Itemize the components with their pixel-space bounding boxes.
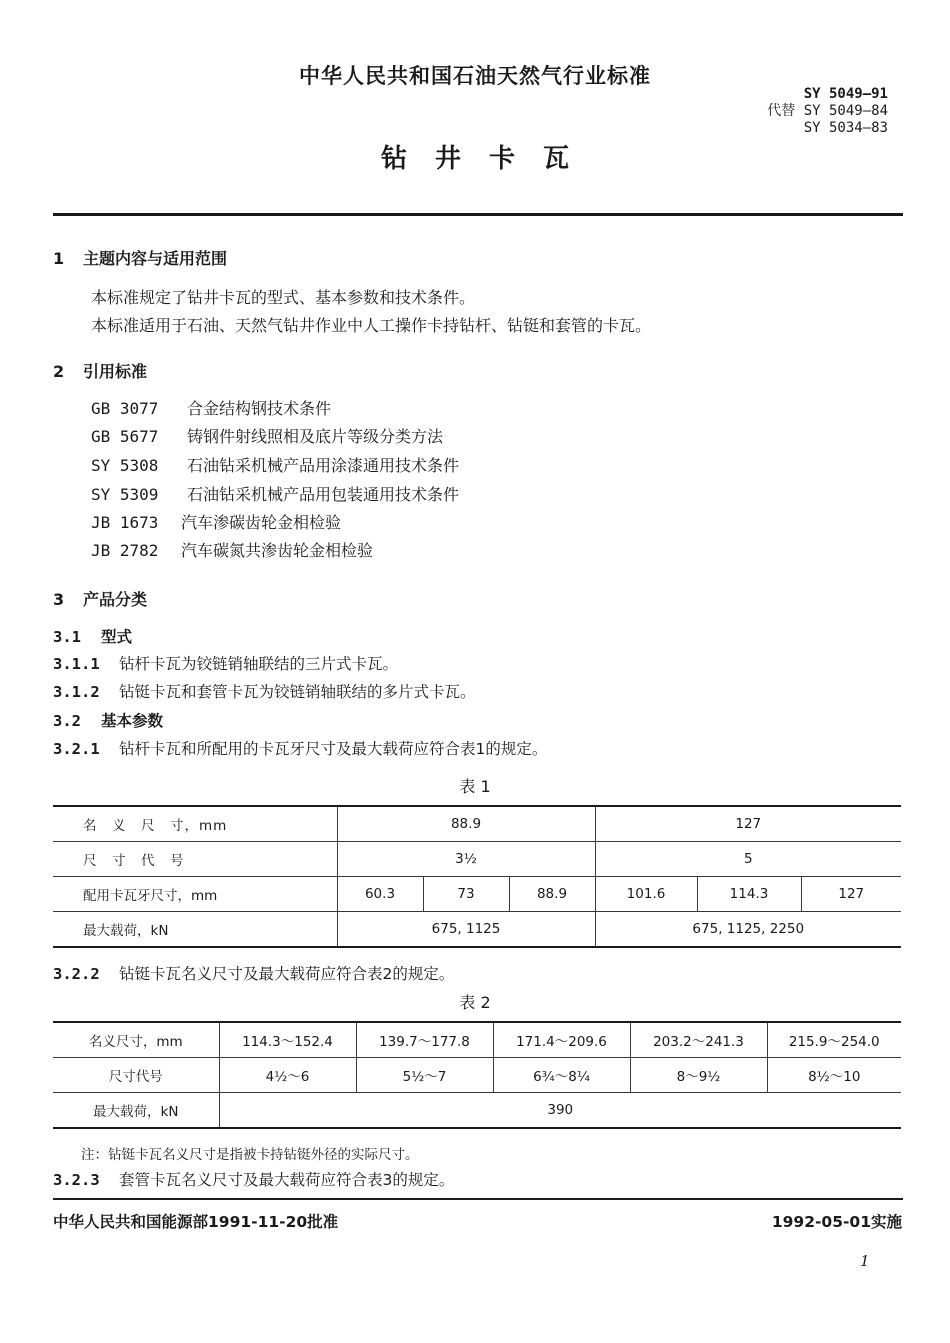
table-row <box>53 877 901 912</box>
table-cell: 171.4～209.6 <box>493 1022 630 1058</box>
table-cell: 73 <box>423 877 509 912</box>
replaces-code-1: 代替 SY 5049—84 <box>767 103 888 119</box>
table-cell: 675, 1125, 2250 <box>595 912 901 948</box>
table-row <box>53 1093 901 1129</box>
table-cell: 101.6 <box>595 877 697 912</box>
section-1-paragraph-1: 本标准规定了钻井卡瓦的型式、基本参数和技术条件。 <box>91 288 476 307</box>
section-2-heading <box>53 359 147 382</box>
section-title: 产品分类 <box>83 590 148 609</box>
table-cell: 4½～6 <box>219 1058 356 1093</box>
clause-3-1-1: 3.1.1 钻杆卡瓦为铰链销轴联结的三片式卡瓦。 <box>53 655 399 673</box>
section-1-paragraph-2: 本标准适用于石油、天然气钻井作业中人工操作卡持钻杆、钻铤和套管的卡瓦。 <box>91 316 652 335</box>
document-title: 钻井卡瓦 <box>380 144 597 174</box>
clause-3-1-2: 3.1.2 钻铤卡瓦和套管卡瓦为铰链销轴联结的多片式卡瓦。 <box>53 683 476 701</box>
reference-item: GB 5677 铸钢件射线照相及底片等级分类方法 <box>91 427 444 446</box>
row-header: 尺 寸 代 号 <box>53 842 337 877</box>
table-cell: 5½～7 <box>356 1058 493 1093</box>
table-cell: 675, 1125 <box>337 912 595 948</box>
table-row <box>53 1058 901 1093</box>
section-1-heading <box>53 246 227 269</box>
section-title: 主题内容与适用范围 <box>83 249 228 268</box>
standard-code: SY 5049—91 <box>803 86 888 102</box>
approval-statement: 中华人民共和国能源部1991-11-20批准 <box>53 1213 339 1231</box>
table-cell: 139.7～177.8 <box>356 1022 493 1058</box>
table-row <box>53 806 901 842</box>
table-cell: 5 <box>595 842 901 877</box>
subsection-3-1-heading: 3.1 型式 <box>53 628 133 646</box>
reference-item: SY 5309 石油钻采机械产品用包装通用技术条件 <box>91 485 460 504</box>
table-cell: 203.2～241.3 <box>630 1022 767 1058</box>
table-cell: 127 <box>595 806 901 842</box>
table-cell: 114.3 <box>697 877 801 912</box>
section-title: 引用标准 <box>83 362 148 381</box>
reference-item: SY 5308 石油钻采机械产品用涂漆通用技术条件 <box>91 456 460 475</box>
clause-3-2-3: 3.2.3 套管卡瓦名义尺寸及最大载荷应符合表3的规定。 <box>53 1171 455 1189</box>
standard-category-title: 中华人民共和国石油天然气行业标准 <box>299 64 651 88</box>
table-cell: 60.3 <box>337 877 423 912</box>
reference-item: JB 2782 汽车碳氮共渗齿轮金相检验 <box>91 541 374 560</box>
table-cell: 390 <box>219 1093 901 1129</box>
row-header: 配用卡瓦牙尺寸，mm <box>53 877 337 912</box>
reference-item: GB 3077 合金结构钢技术条件 <box>91 399 332 418</box>
table-cell: 127 <box>801 877 901 912</box>
clause-3-2-2: 3.2.2 钻铤卡瓦名义尺寸及最大载荷应符合表2的规定。 <box>53 965 455 983</box>
table-row <box>53 912 901 948</box>
table-2-caption: 表 2 <box>459 993 491 1012</box>
footer-rule <box>53 1198 903 1200</box>
row-header: 名 义 尺 寸，mm <box>53 806 337 842</box>
table-cell: 88.9 <box>509 877 595 912</box>
row-header: 最大载荷，kN <box>53 1093 219 1129</box>
section-number: 3 <box>53 590 65 609</box>
effective-date: 1992-05-01实施 <box>771 1213 902 1231</box>
section-number: 1 <box>53 249 65 268</box>
subsection-3-2-heading: 3.2 基本参数 <box>53 712 164 730</box>
clause-3-2-1: 3.2.1 钻杆卡瓦和所配用的卡瓦牙尺寸及最大载荷应符合表1的规定。 <box>53 740 548 758</box>
table-row <box>53 842 901 877</box>
table-1 <box>53 805 901 948</box>
section-number: 2 <box>53 362 65 381</box>
table-cell: 88.9 <box>337 806 595 842</box>
table-row <box>53 1022 901 1058</box>
header-rule <box>53 213 903 216</box>
table-2-note: 注：钻铤卡瓦名义尺寸是指被卡持钻铤外径的实际尺寸。 <box>81 1147 419 1163</box>
table-cell: 8½～10 <box>767 1058 901 1093</box>
standard-code-block <box>767 86 888 137</box>
table-cell: 215.9～254.0 <box>767 1022 901 1058</box>
row-header: 最大载荷，kN <box>53 912 337 948</box>
table-cell: 6¾～8¼ <box>493 1058 630 1093</box>
table-cell: 3½ <box>337 842 595 877</box>
table-cell: 8～9½ <box>630 1058 767 1093</box>
section-3-heading <box>53 587 147 610</box>
table-1-caption: 表 1 <box>459 777 491 796</box>
reference-item: JB 1673 汽车渗碳齿轮金相检验 <box>91 513 342 532</box>
table-2 <box>53 1021 901 1129</box>
page-number: 1 <box>860 1252 870 1270</box>
row-header: 尺寸代号 <box>53 1058 219 1093</box>
replaces-code-2: SY 5034—83 <box>803 120 888 136</box>
row-header: 名义尺寸，mm <box>53 1022 219 1058</box>
table-cell: 114.3～152.4 <box>219 1022 356 1058</box>
